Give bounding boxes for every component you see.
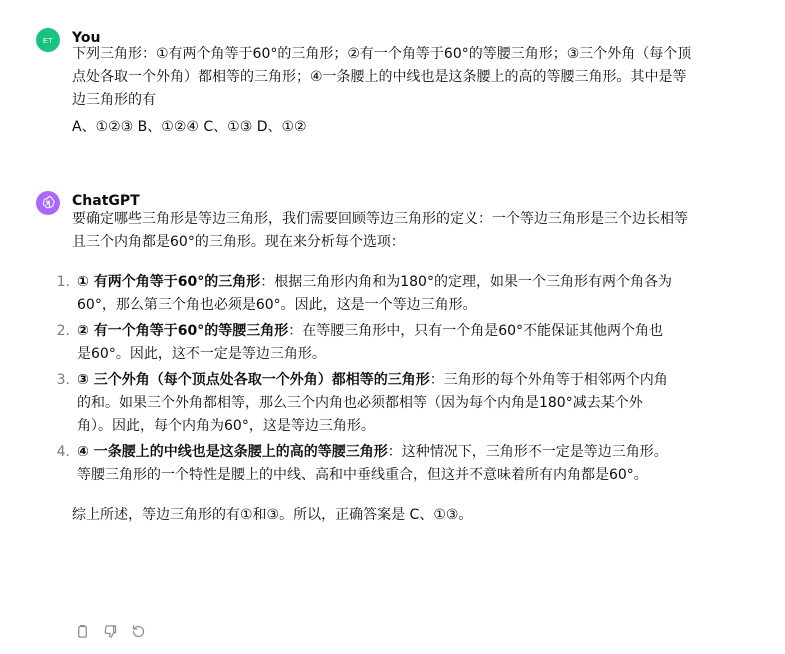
assistant-intro-text: 要确定哪些三角形是等边三角形，我们需要回顾等边三角形的定义：一个等边三角形是三个边长相等且三个内角都是60°的三角形。现在来分析每个选项： — [72, 211, 688, 250]
regenerate-button[interactable] — [128, 621, 148, 641]
list-item-title: ④ 一条腰上的中线也是这条腰上的高的等腰三角形 — [77, 444, 388, 460]
user-author-name: You — [72, 30, 101, 46]
analysis-list — [56, 271, 692, 487]
list-item-number: 2. — [56, 323, 70, 339]
user-question-text: 下列三角形：①有两个角等于60°的三角形；②有一个角等于60°的等腰三角形；③三个外角（每个顶点处各取一个外角）都相等的三角形；④一条腰上的中线也是这条腰上的高的等腰三角形。其中是等边三角形的有 — [72, 46, 692, 108]
assistant-conclusion-text: 综上所述，等边三角形的有①和③。所以，正确答案是 C、①③。 — [72, 507, 473, 523]
list-item-text: ：这种情况下，三角形不一定是等边三角形。等腰三角形的一个特性是腰上的中线、高和中垂线重合，但这并不意味着所有内角都是60°。 — [77, 444, 668, 483]
user-message-body — [72, 43, 692, 139]
list-item — [56, 369, 677, 438]
list-item-text: ：三角形的每个外角等于相邻两个内角的和。如果三个外角都相等，那么三个内角也必须都相等（因为每个内角是180°减去某个外角）。因此，每个内角为60°，这是等边三角形。 — [77, 372, 668, 434]
assistant-author-name: ChatGPT — [72, 193, 140, 209]
chatgpt-avatar — [36, 191, 60, 215]
list-item-number: 4. — [56, 444, 70, 460]
list-item-text: ：在等腰三角形中，只有一个角是60°不能保证其他两个角也是60°。因此，这不一定是等边三角形。 — [77, 323, 664, 362]
user-avatar-initials: ET — [42, 35, 54, 45]
user-avatar — [36, 28, 60, 52]
list-item — [56, 320, 677, 366]
thumbs-down-icon — [103, 624, 118, 639]
user-options-text: A、①②③ B、①②④ C、①③ D、①② — [72, 119, 307, 135]
thumbs-down-button[interactable] — [100, 621, 120, 641]
assistant-message-body — [56, 208, 692, 527]
list-item-title: ② 有一个角等于60°的等腰三角形 — [77, 323, 289, 339]
list-item-number: 3. — [56, 372, 70, 388]
list-item — [56, 441, 677, 487]
copy-button[interactable] — [72, 621, 92, 641]
list-item-title: ③ 三个外角（每个顶点处各取一个外角）都相等的三角形 — [77, 372, 430, 388]
list-item-title: ① 有两个角等于60°的三角形 — [77, 274, 261, 290]
openai-logo-icon — [40, 195, 56, 211]
copy-icon — [75, 624, 90, 639]
list-item — [56, 271, 677, 317]
regenerate-icon — [131, 624, 146, 639]
message-actions — [72, 621, 148, 641]
list-item-number: 1. — [56, 274, 70, 290]
list-item-text: ：根据三角形内角和为180°的定理，如果一个三角形有两个角各为60°，那么第三个角也必须是60°。因此，这是一个等边三角形。 — [77, 274, 672, 313]
